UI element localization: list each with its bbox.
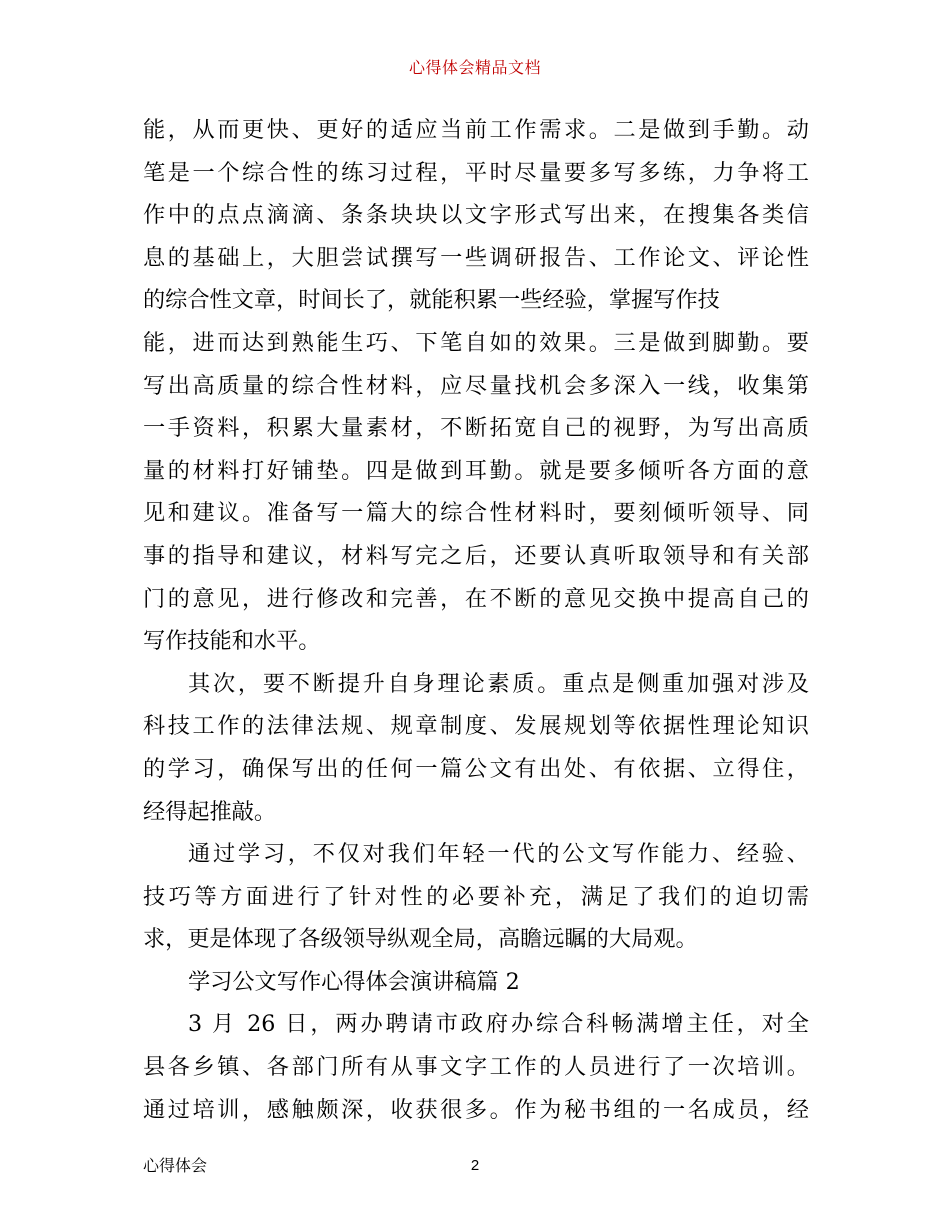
text-line: 县各乡镇、各部门所有从事文字工作的人员进行了一次培训。 xyxy=(143,1054,809,1081)
section-heading: 学习公文写作心得体会演讲稿篇 2 xyxy=(188,968,520,995)
text-line: 作中的点点滴滴、条条块块以文字形式写出来，在搜集各类信 xyxy=(143,202,809,229)
text-line: 通过培训，感触颇深，收获很多。作为秘书组的一名成员，经 xyxy=(143,1096,809,1123)
page-header-title: 心得体会精品文档 xyxy=(408,58,541,77)
page-footer-label: 心得体会 xyxy=(143,1156,208,1175)
text-line: 写出高质量的综合性材料，应尽量找机会多深入一线，收集第 xyxy=(143,372,809,399)
text-line: 笔是一个综合性的练习过程，平时尽量要多写多练，力争将工 xyxy=(143,159,809,186)
text-line: 写作技能和水平。 xyxy=(143,628,321,655)
text-line: 量的材料打好铺垫。四是做到耳勤。就是要多倾听各方面的意 xyxy=(143,457,809,484)
body-text xyxy=(143,109,809,1131)
text-line: 求，更是体现了各级领导纵观全局，高瞻远瞩的大局观。 xyxy=(143,926,698,953)
paragraph-start-line: 通过学习，不仅对我们年轻一代的公文写作能力、经验、 xyxy=(188,841,809,868)
text-line: 事的指导和建议，材料写完之后，还要认真听取领导和有关部 xyxy=(143,542,809,569)
text-line: 经得起推敲。 xyxy=(143,798,277,825)
text-line: 科技工作的法律法规、规章制度、发展规划等依据性理论知识 xyxy=(143,713,809,740)
text-line: 门的意见，进行修改和完善，在不断的意见交换中提高自己的 xyxy=(143,585,809,612)
text-line: 的学习，确保写出的任何一篇公文有出处、有依据、立得住， xyxy=(143,755,809,782)
text-line: 一手资料，积累大量素材，不断拓宽自己的视野，为写出高质 xyxy=(143,415,809,442)
paragraph-start-line: 其次，要不断提升自身理论素质。重点是侧重加强对涉及 xyxy=(188,670,809,697)
text-line: 能，从而更快、更好的适应当前工作需求。二是做到手勤。动 xyxy=(143,117,809,143)
text-line: 的综合性文章，时间长了，就能积累一些经验，掌握写作技 xyxy=(143,287,720,314)
page-number: 2 xyxy=(470,1157,480,1174)
text-line: 息的基础上，大胆尝试撰写一些调研报告、工作论文、评论性 xyxy=(143,244,809,271)
text-line: 见和建议。准备写一篇大的综合性材料时，要刻倾听领导、同 xyxy=(143,500,809,527)
text-line: 技巧等方面进行了针对性的必要补充，满足了我们的迫切需 xyxy=(143,883,809,910)
text-line: 能，进而达到熟能生巧、下笔自如的效果。三是做到脚勤。要 xyxy=(143,329,809,356)
paragraph-start-line: 3 月 26 日，两办聘请市政府办综合科畅满增主任，对全 xyxy=(188,1011,809,1038)
